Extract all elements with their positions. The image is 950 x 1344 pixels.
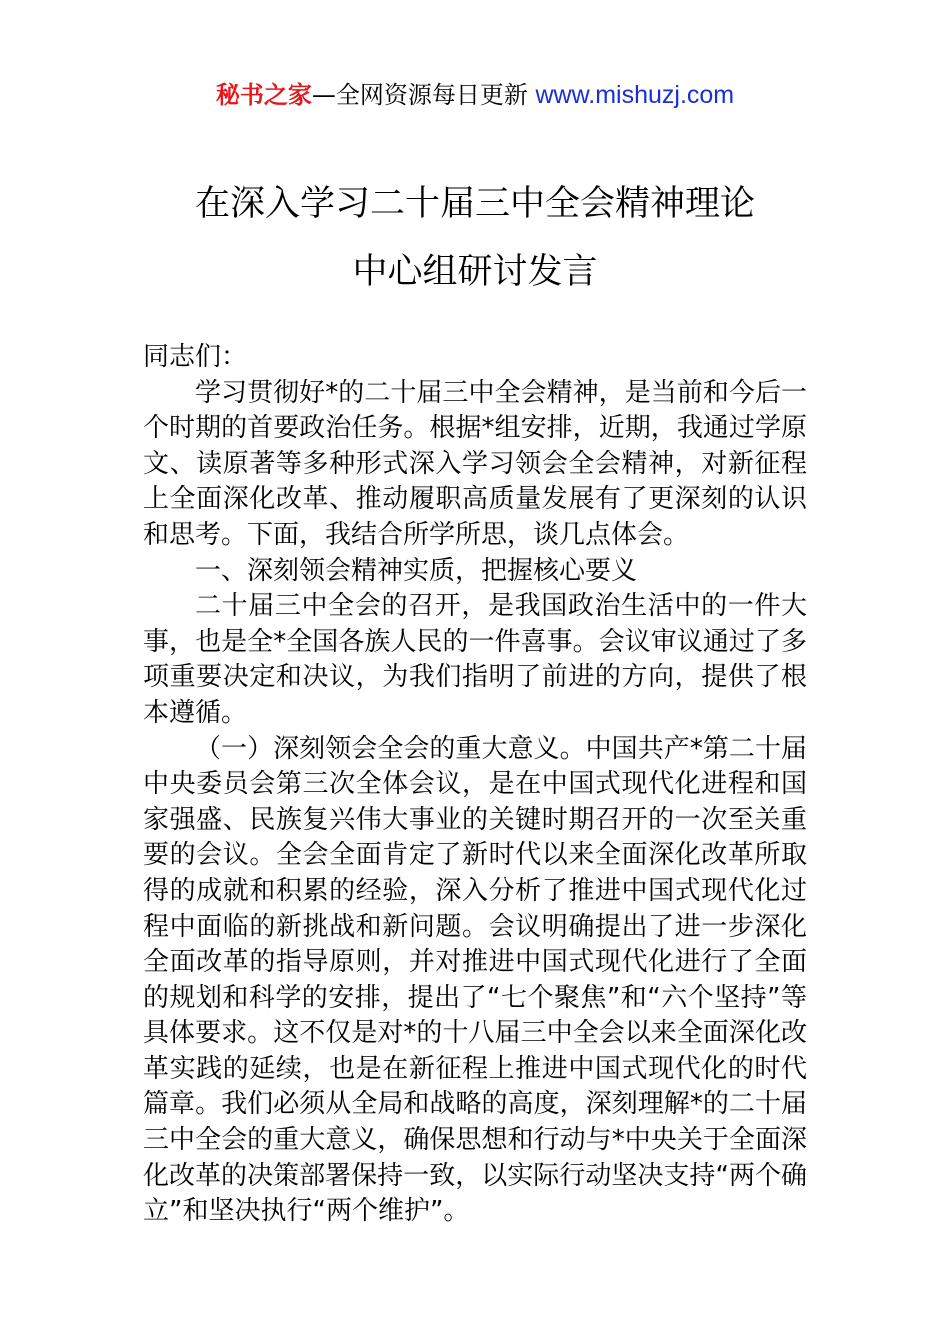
paragraph-section-intro: 二十届三中全会的召开，是我国政治生活中的一件大事，也是全*全国各族人民的一件喜事。会议审议通过了多项重要决定和决议，为我们指明了前进的方向，提供了根本遵循。 [143, 591, 807, 728]
document-title-line-2: 中心组研讨发言 [352, 252, 598, 292]
header-tagline: —全网资源每日更新 [311, 81, 536, 109]
paragraph-subsection-1: （一）深刻领会全会的重大意义。中国共产*第二十届中央委员会第三次全体会议，是在中国式现代化进程和国家强盛、民族复兴伟大事业的关键时期召开的一次至关重要的会议。全会全面肯定了新时代以来全面深化改革所取得的成就和积累的经验，深入分析了推进中国式现代化过程中面临的新挑战和新问题。会议明确提出了进一步深化全面改革的指导原则，并对推进中国式现代化进行了全面的规划和科学的安排，提出了“七个聚焦”和“六个坚持”等具体要求。这不仅是对*的十八届三中全会以来全面深化改革实践的延续，也是在新征程上推进中国式现代化的时代篇章。我们必须从全局和战略的高度，深刻理解*的二十届三中全会的重大意义，确保思想和行动与*中央关于全面深化改革的决策部署保持一致，以实际行动坚决支持“两个确立”和坚决执行“两个维护”。 [143, 733, 807, 1227]
document-title-line-1: 在深入学习二十届三中全会精神理论 [194, 184, 755, 224]
site-url-link[interactable]: www.mishuzj.com [535, 81, 735, 109]
section-heading: 一、深刻领会精神实质，把握核心要义 [195, 555, 638, 586]
brand-name: 秘书之家 [215, 81, 312, 109]
paragraph-intro: 学习贯彻好*的二十届三中全会精神，是当前和今后一个时期的首要政治任务。根据*组安排，近期，我通过学原文、读原著等多种形式深入学习领会全会精神，对新征程上全面深化改革、推动履职高质量发展有了更深刻的认识和思考。下面，我结合所学所思，谈几点体会。 [143, 377, 807, 550]
document-body [143, 340, 807, 1230]
salutation: 同志们： [143, 342, 248, 372]
site-header [0, 78, 950, 112]
